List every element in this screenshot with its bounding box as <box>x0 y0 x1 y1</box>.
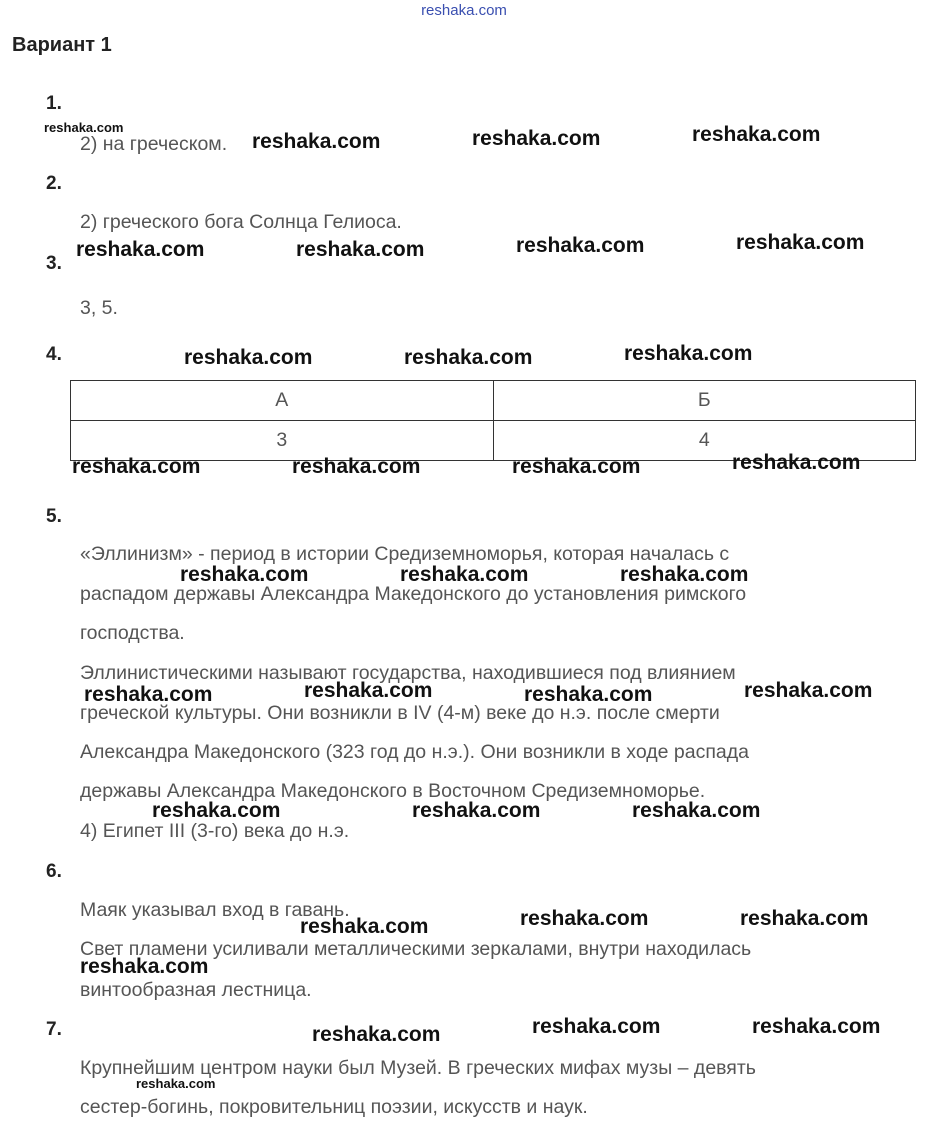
question-2-number: 2. <box>46 173 62 194</box>
watermark: reshaka.com <box>180 563 309 586</box>
question-2-answer: 2) греческого бога Солнца Гелиоса. <box>80 211 402 233</box>
watermark: reshaka.com <box>304 679 433 702</box>
watermark: reshaka.com <box>312 1023 441 1046</box>
watermark: reshaka.com <box>512 455 641 478</box>
answer-table <box>70 380 916 461</box>
table-value-cell: 4 <box>493 421 916 461</box>
watermark: reshaka.com <box>620 563 749 586</box>
watermark: reshaka.com <box>296 238 425 261</box>
watermark: reshaka.com <box>76 238 205 261</box>
watermark: reshaka.com <box>400 563 529 586</box>
question-5-line: Эллинистическими называют государства, находившиеся под влиянием <box>80 662 736 684</box>
question-3-answer: 3, 5. <box>80 297 118 319</box>
table-row <box>71 381 916 421</box>
watermark: reshaka.com <box>84 683 213 706</box>
question-5-line: распадом державы Александра Македонского до установления римского <box>80 583 747 605</box>
question-6-line: винтообразная лестница. <box>80 979 312 1001</box>
watermark: reshaka.com <box>624 342 753 365</box>
question-3-number: 3. <box>46 253 62 274</box>
watermark: reshaka.com <box>44 120 124 135</box>
question-7-line: Крупнейшим центром науки был Музей. В греческих мифах музы – девять <box>80 1057 756 1079</box>
question-5-line: Александра Македонского (323 год до н.э.). Они возникли в ходе распада <box>80 741 749 763</box>
watermark: reshaka.com <box>252 130 381 153</box>
watermark: reshaka.com <box>732 451 861 474</box>
question-5-answer: 4) Египет III (3-го) века до н.э. <box>80 820 350 842</box>
watermark: reshaka.com <box>80 955 209 978</box>
watermark: reshaka.com <box>516 234 645 257</box>
watermark: reshaka.com <box>300 915 429 938</box>
question-1-answer: 2) на греческом. <box>80 133 228 155</box>
watermark: reshaka.com <box>72 455 201 478</box>
watermark: reshaka.com <box>752 1015 881 1038</box>
watermark: reshaka.com <box>736 231 865 254</box>
question-5-number: 5. <box>46 506 62 527</box>
watermark: reshaka.com <box>632 799 761 822</box>
page-title: Вариант 1 <box>12 34 112 56</box>
watermark: reshaka.com <box>292 455 421 478</box>
watermark: reshaka.com <box>472 127 601 150</box>
watermark: reshaka.com <box>136 1076 216 1091</box>
table-header-cell: Б <box>493 381 916 421</box>
question-6-line: Свет пламени усиливали металлическими зеркалами, внутри находилась <box>80 938 752 960</box>
watermark: reshaka.com <box>744 679 873 702</box>
watermark: reshaka.com <box>412 799 541 822</box>
question-5-line: господства. <box>80 622 185 644</box>
watermark: reshaka.com <box>404 346 533 369</box>
question-6-line: Маяк указывал вход в гавань. <box>80 899 350 921</box>
watermark: reshaka.com <box>740 907 869 930</box>
question-5-line: «Эллинизм» - период в истории Средиземноморья, которая началась с <box>80 543 730 565</box>
table-header-cell: А <box>71 381 494 421</box>
question-4-number: 4. <box>46 344 62 365</box>
table-value-cell: 3 <box>71 421 494 461</box>
question-5-line: греческой культуры. Они возникли в IV (4-м) веке до н.э. после смерти <box>80 702 720 724</box>
question-7-line: сестер-богинь, покровительниц поэзии, искусств и наук. <box>80 1096 588 1118</box>
question-6-number: 6. <box>46 861 62 882</box>
watermark: reshaka.com <box>524 683 653 706</box>
site-link[interactable]: reshaka.com <box>421 2 507 19</box>
watermark: reshaka.com <box>692 123 821 146</box>
watermark: reshaka.com <box>520 907 649 930</box>
question-5-line: державы Александра Македонского в Восточном Средиземноморье. <box>80 780 706 802</box>
watermark: reshaka.com <box>184 346 313 369</box>
watermark: reshaka.com <box>532 1015 661 1038</box>
question-1-number: 1. <box>46 93 62 114</box>
question-7-number: 7. <box>46 1019 62 1040</box>
watermark: reshaka.com <box>152 799 281 822</box>
